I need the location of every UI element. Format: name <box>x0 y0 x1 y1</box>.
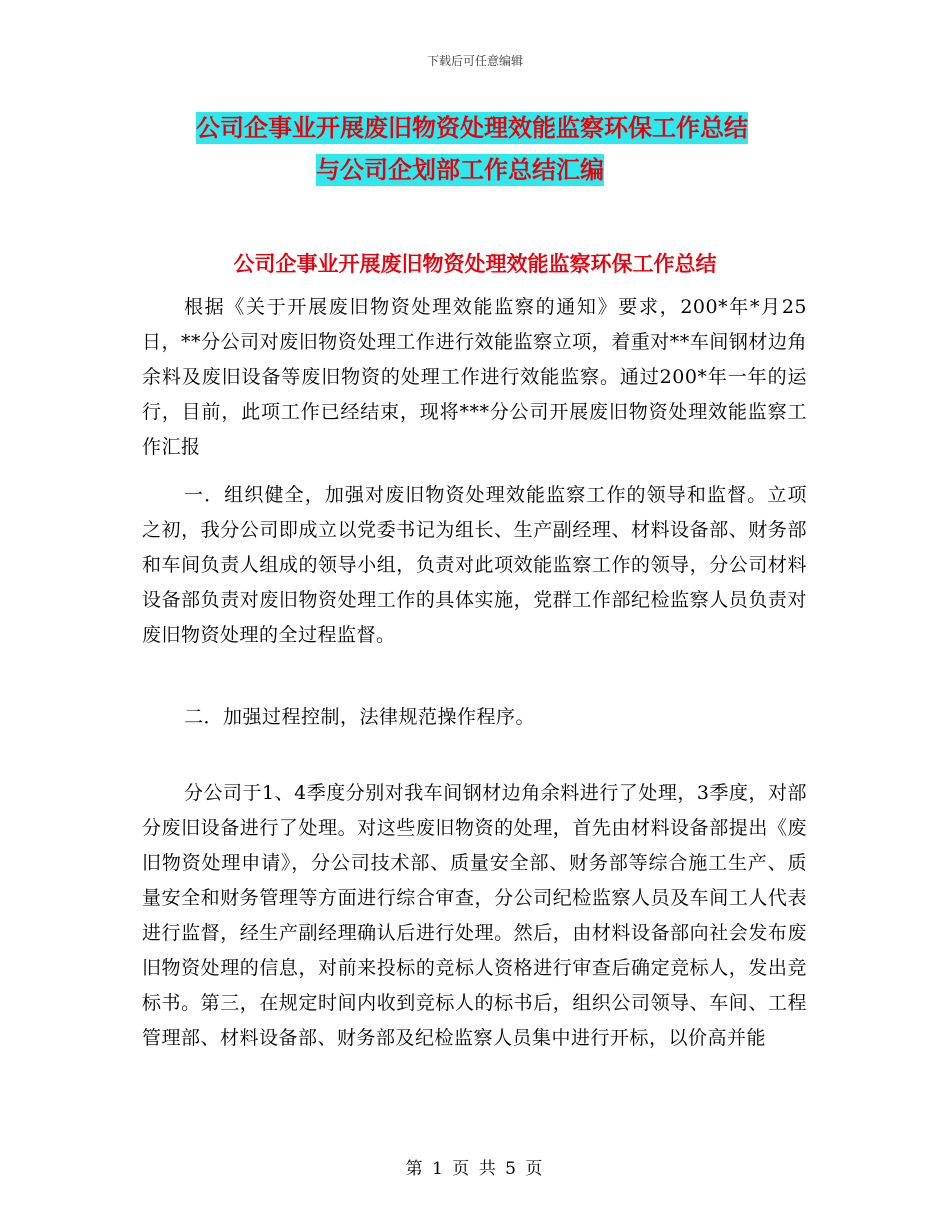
section-title: 公司企事业开展废旧物资处理效能监察环保工作总结 <box>233 252 717 276</box>
paragraph-heading-two: 二．加强过程控制，法律规范操作程序。 <box>184 706 536 728</box>
paragraph-intro: 根据《关于开展废旧物资处理效能监察的通知》要求，200*年*月25日，**分公司对废旧物资处理工作进行效能监察立项，着重对**车间钢材边角余料及废旧设备等废旧物资的处理工作进行效能监察。通过200*年一年的运行，目前，此项工作已经结束，现将***分公司开展废旧物资处理效能监察工作汇报 <box>142 296 807 458</box>
paragraph-organization: 一．组织健全，加强对废旧物资处理效能监察工作的领导和监督。立项之初，我分公司即成立以党委书记为组长、生产副经理、材料设备部、财务部和车间负责人组成的领导小组，负责对此项效能监察工作的领导，分公司材料设备部负责对废旧物资处理工作的具体实施，党群工作部纪检监察人员负责对废旧物资处理的全过程监督。 <box>142 484 807 646</box>
title-line-1: 公司企事业开展废旧物资处理效能监察环保工作总结 <box>196 114 748 142</box>
page-header-note: 下载后可任意编辑 <box>426 54 523 68</box>
title-line-2: 与公司企划部工作总结汇编 <box>316 156 604 184</box>
paragraph-process: 分公司于1、4季度分别对我车间钢材边角余料进行了处理，3季度，对部分废旧设备进行了处理。对这些废旧物资的处理，首先由材料设备部提出《废旧物资处理申请》，分公司技术部、质量安全部、财务部等综合施工生产、质量安全和财务管理等方面进行综合审查，分公司纪检监察人员及车间工人代表进行监督，经生产副经理确认后进行处理。然后，由材料设备部向社会发布废旧物资处理的信息，对前来投标的竞标人资格进行审查后确定竞标人，发出竞标书。第三，在规定时间内收到竞标人的标书后，组织公司领导、车间、工程管理部、材料设备部、财务部及纪检监察人员集中进行开标，以价高并能 <box>142 782 807 1049</box>
page-number: 第 1 页 共 5 页 <box>405 1159 545 1179</box>
